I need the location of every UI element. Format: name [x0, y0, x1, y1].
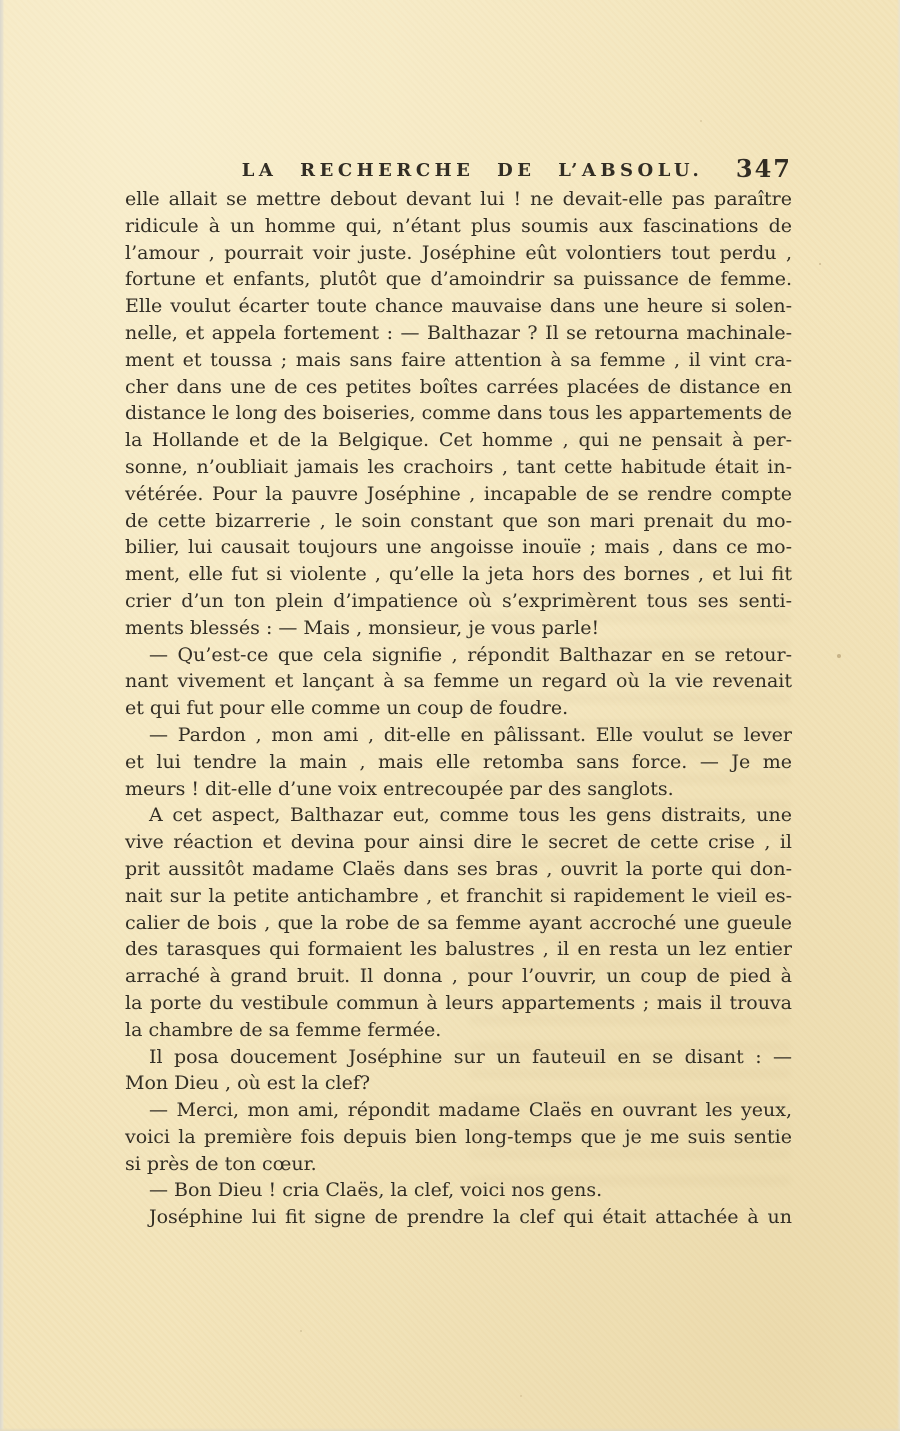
text-line: Il posa doucement Joséphine sur un fauteuil en se disant : — — [149, 1045, 792, 1068]
text-line: ridicule à un homme qui, n’étant plus soumis aux fascinations de — [125, 214, 792, 237]
text-line: distance le long des boiseries, comme dans tous les appartements de — [125, 402, 792, 425]
scan-edge-left — [0, 0, 4, 1431]
text-line: ment et toussa ; mais sans faire attention à sa femme , il vint cra- — [125, 348, 792, 371]
text-line: et lui tendre la main , mais elle retomba sans force. — Je me — [125, 750, 792, 773]
text-line: nelle, et appela fortement : — Balthazar ? Il se retourna machinale- — [125, 321, 792, 344]
text-line: nant vivement et lançant à sa femme un regard où la vie revenait — [125, 670, 792, 693]
text-line: si près de ton cœur. — [125, 1152, 317, 1175]
text-line: bilier, lui causait toujours une angoisse inouïe ; mais , dans ce mo- — [125, 536, 792, 559]
text-line: l’amour , pourrait voir juste. Joséphine eût volontiers tout perdu , — [125, 241, 792, 264]
text-line: arraché à grand bruit. Il donna , pour l’ouvrir, un coup de pied à — [125, 965, 792, 988]
text-line: A cet aspect, Balthazar eut, comme tous les gens distraits, une — [149, 804, 792, 827]
text-line: ment, elle fut si violente , qu’elle la jeta hors des bornes , et lui fit — [125, 563, 792, 586]
text-line: nait sur la petite antichambre , et franchit si rapidement le vieil es- — [125, 884, 792, 907]
text-line: cher dans une de ces petites boîtes carrées placées de distance en — [125, 375, 792, 398]
body-text — [125, 186, 792, 1231]
text-line: vive réaction et devina pour ainsi dire le secret de cette crise , il — [125, 831, 792, 854]
text-line: ments blessés : — Mais , monsieur, je vous parle! — [125, 616, 600, 639]
text-line: elle allait se mettre debout devant lui ! ne devait-elle pas paraître — [125, 188, 792, 210]
page-number: 347 — [735, 154, 792, 183]
running-header — [125, 156, 792, 186]
text-line: la porte du vestibule commun à leurs appartements ; mais il trouva — [125, 991, 792, 1014]
text-line: la Hollande et de la Belgique. Cet homme , qui ne pensait à per- — [125, 429, 792, 452]
text-line: — Pardon , mon ami , dit-elle en pâlissant. Elle voulut se lever — [149, 723, 792, 746]
text-line: meurs ! dit-elle d’une voix entrecoupée par des sanglots. — [125, 777, 674, 800]
text-line: prit aussitôt madame Claës dans ses bras , ouvrit la porte qui don- — [125, 857, 792, 880]
text-line: des tarasques qui formaient les balustres , il en resta un lez entier — [125, 938, 792, 961]
text-line: — Merci, mon ami, répondit madame Claës en ouvrant les yeux, — [149, 1099, 792, 1122]
text-line: — Qu’est-ce que cela signifie , répondit Balthazar en se retour- — [149, 643, 792, 666]
paper-specks — [0, 0, 2, 2]
text-line: calier de bois , que la robe de sa femme ayant accroché une gueule — [125, 911, 792, 934]
text-line: sonne, n’oubliait jamais les crachoirs , tant cette habitude était in- — [125, 455, 792, 478]
text-line: de cette bizarrerie , le soin constant que son mari prenait du mo- — [125, 509, 792, 532]
text-line: fortune et enfants, plutôt que d’amoindrir sa puissance de femme. — [125, 268, 792, 291]
text-line: vétérée. Pour la pauvre Joséphine , incapable de se rendre compte — [125, 482, 792, 505]
text-line: Elle voulut écarter toute chance mauvaise dans une heure si solen- — [125, 295, 792, 318]
running-header-title: LA RECHERCHE DE L’ABSOLU. — [241, 160, 704, 181]
text-line: Mon Dieu , où est la clef? — [125, 1072, 371, 1095]
text-line: crier d’un ton plein d’impatience où s’exprimèrent tous ses senti- — [125, 589, 792, 612]
text-line: la chambre de sa femme fermée. — [125, 1018, 442, 1041]
text-line: voici la première fois depuis bien long-temps que je me suis sentie — [125, 1125, 792, 1148]
text-line: et qui fut pour elle comme un coup de foudre. — [125, 697, 569, 720]
text-line: Joséphine lui fit signe de prendre la clef qui était attachée à un — [149, 1206, 792, 1229]
text-line: — Bon Dieu ! cria Claës, la clef, voici nos gens. — [149, 1179, 603, 1202]
text-column — [125, 0, 792, 1431]
